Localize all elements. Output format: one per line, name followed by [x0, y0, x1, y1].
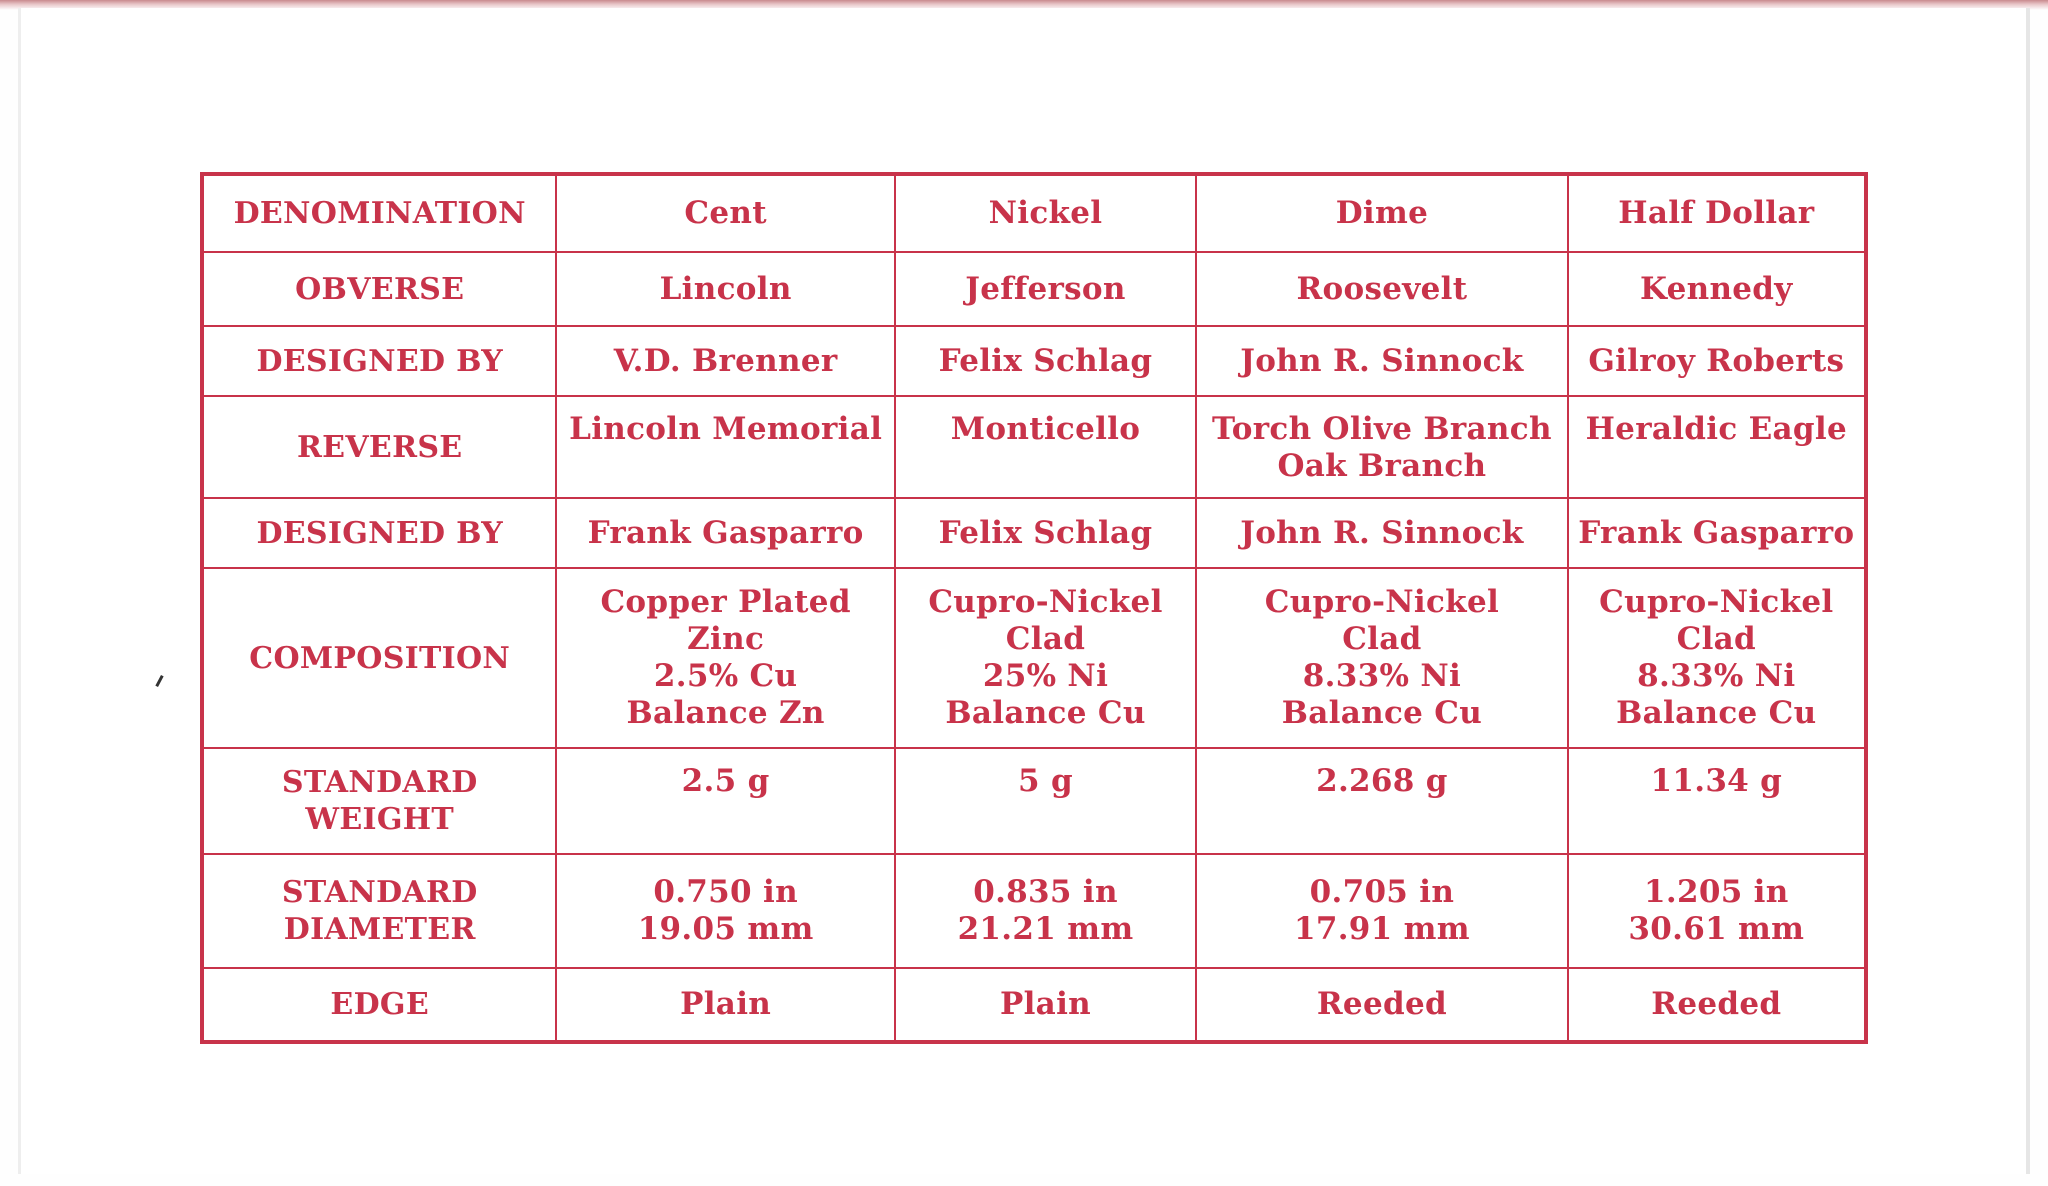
table-cell: Frank Gasparro: [556, 498, 894, 568]
table-cell: Cent: [556, 174, 894, 252]
table-cell: Cupro-Nickel Clad 25% Ni Balance Cu: [895, 568, 1196, 748]
table-row: [202, 498, 1866, 568]
table-cell: Nickel: [895, 174, 1196, 252]
table-cell: Cupro-Nickel Clad 8.33% Ni Balance Cu: [1568, 568, 1866, 748]
table-cell: Plain: [556, 968, 894, 1042]
table-cell: 5 g: [895, 748, 1196, 854]
table-row: [202, 174, 1866, 252]
row-label: COMPOSITION: [202, 568, 556, 748]
row-label: DESIGNED BY: [202, 326, 556, 396]
table-cell: 2.268 g: [1196, 748, 1567, 854]
table-cell: Felix Schlag: [895, 326, 1196, 396]
table-cell: Half Dollar: [1568, 174, 1866, 252]
row-label: STANDARD WEIGHT: [202, 748, 556, 854]
table-cell: Torch Olive Branch Oak Branch: [1196, 396, 1567, 498]
table-cell: Copper Plated Zinc 2.5% Cu Balance Zn: [556, 568, 894, 748]
table-cell: Gilroy Roberts: [1568, 326, 1866, 396]
table-cell: Reeded: [1196, 968, 1567, 1042]
table-cell: V.D. Brenner: [556, 326, 894, 396]
table-row: [202, 854, 1866, 968]
row-label: DESIGNED BY: [202, 498, 556, 568]
table-row: [202, 252, 1866, 326]
table-cell: Jefferson: [895, 252, 1196, 326]
table-cell: Monticello: [895, 396, 1196, 498]
table-cell: 1.205 in 30.61 mm: [1568, 854, 1866, 968]
table-row: [202, 748, 1866, 854]
table-cell: Roosevelt: [1196, 252, 1567, 326]
table-row: [202, 968, 1866, 1042]
table-cell: Lincoln: [556, 252, 894, 326]
table-cell: 11.34 g: [1568, 748, 1866, 854]
table-cell: Kennedy: [1568, 252, 1866, 326]
table-cell: Reeded: [1568, 968, 1866, 1042]
table-cell: Heraldic Eagle: [1568, 396, 1866, 498]
table-cell: Dime: [1196, 174, 1567, 252]
table-cell: John R. Sinnock: [1196, 498, 1567, 568]
table-cell: Lincoln Memorial: [556, 396, 894, 498]
table-cell: 0.835 in 21.21 mm: [895, 854, 1196, 968]
table-cell: 0.750 in 19.05 mm: [556, 854, 894, 968]
coin-specifications-table: [200, 172, 1868, 1044]
table-row: [202, 326, 1866, 396]
row-label: DENOMINATION: [202, 174, 556, 252]
table-cell: Felix Schlag: [895, 498, 1196, 568]
table-cell: Cupro-Nickel Clad 8.33% Ni Balance Cu: [1196, 568, 1567, 748]
table-cell: 2.5 g: [556, 748, 894, 854]
row-label: STANDARD DIAMETER: [202, 854, 556, 968]
table-cell: 0.705 in 17.91 mm: [1196, 854, 1567, 968]
row-label: EDGE: [202, 968, 556, 1042]
row-label: REVERSE: [202, 396, 556, 498]
table-cell: John R. Sinnock: [1196, 326, 1567, 396]
table-cell: Frank Gasparro: [1568, 498, 1866, 568]
table-row: [202, 568, 1866, 748]
table-row: [202, 396, 1866, 498]
table-cell: Plain: [895, 968, 1196, 1042]
row-label: OBVERSE: [202, 252, 556, 326]
